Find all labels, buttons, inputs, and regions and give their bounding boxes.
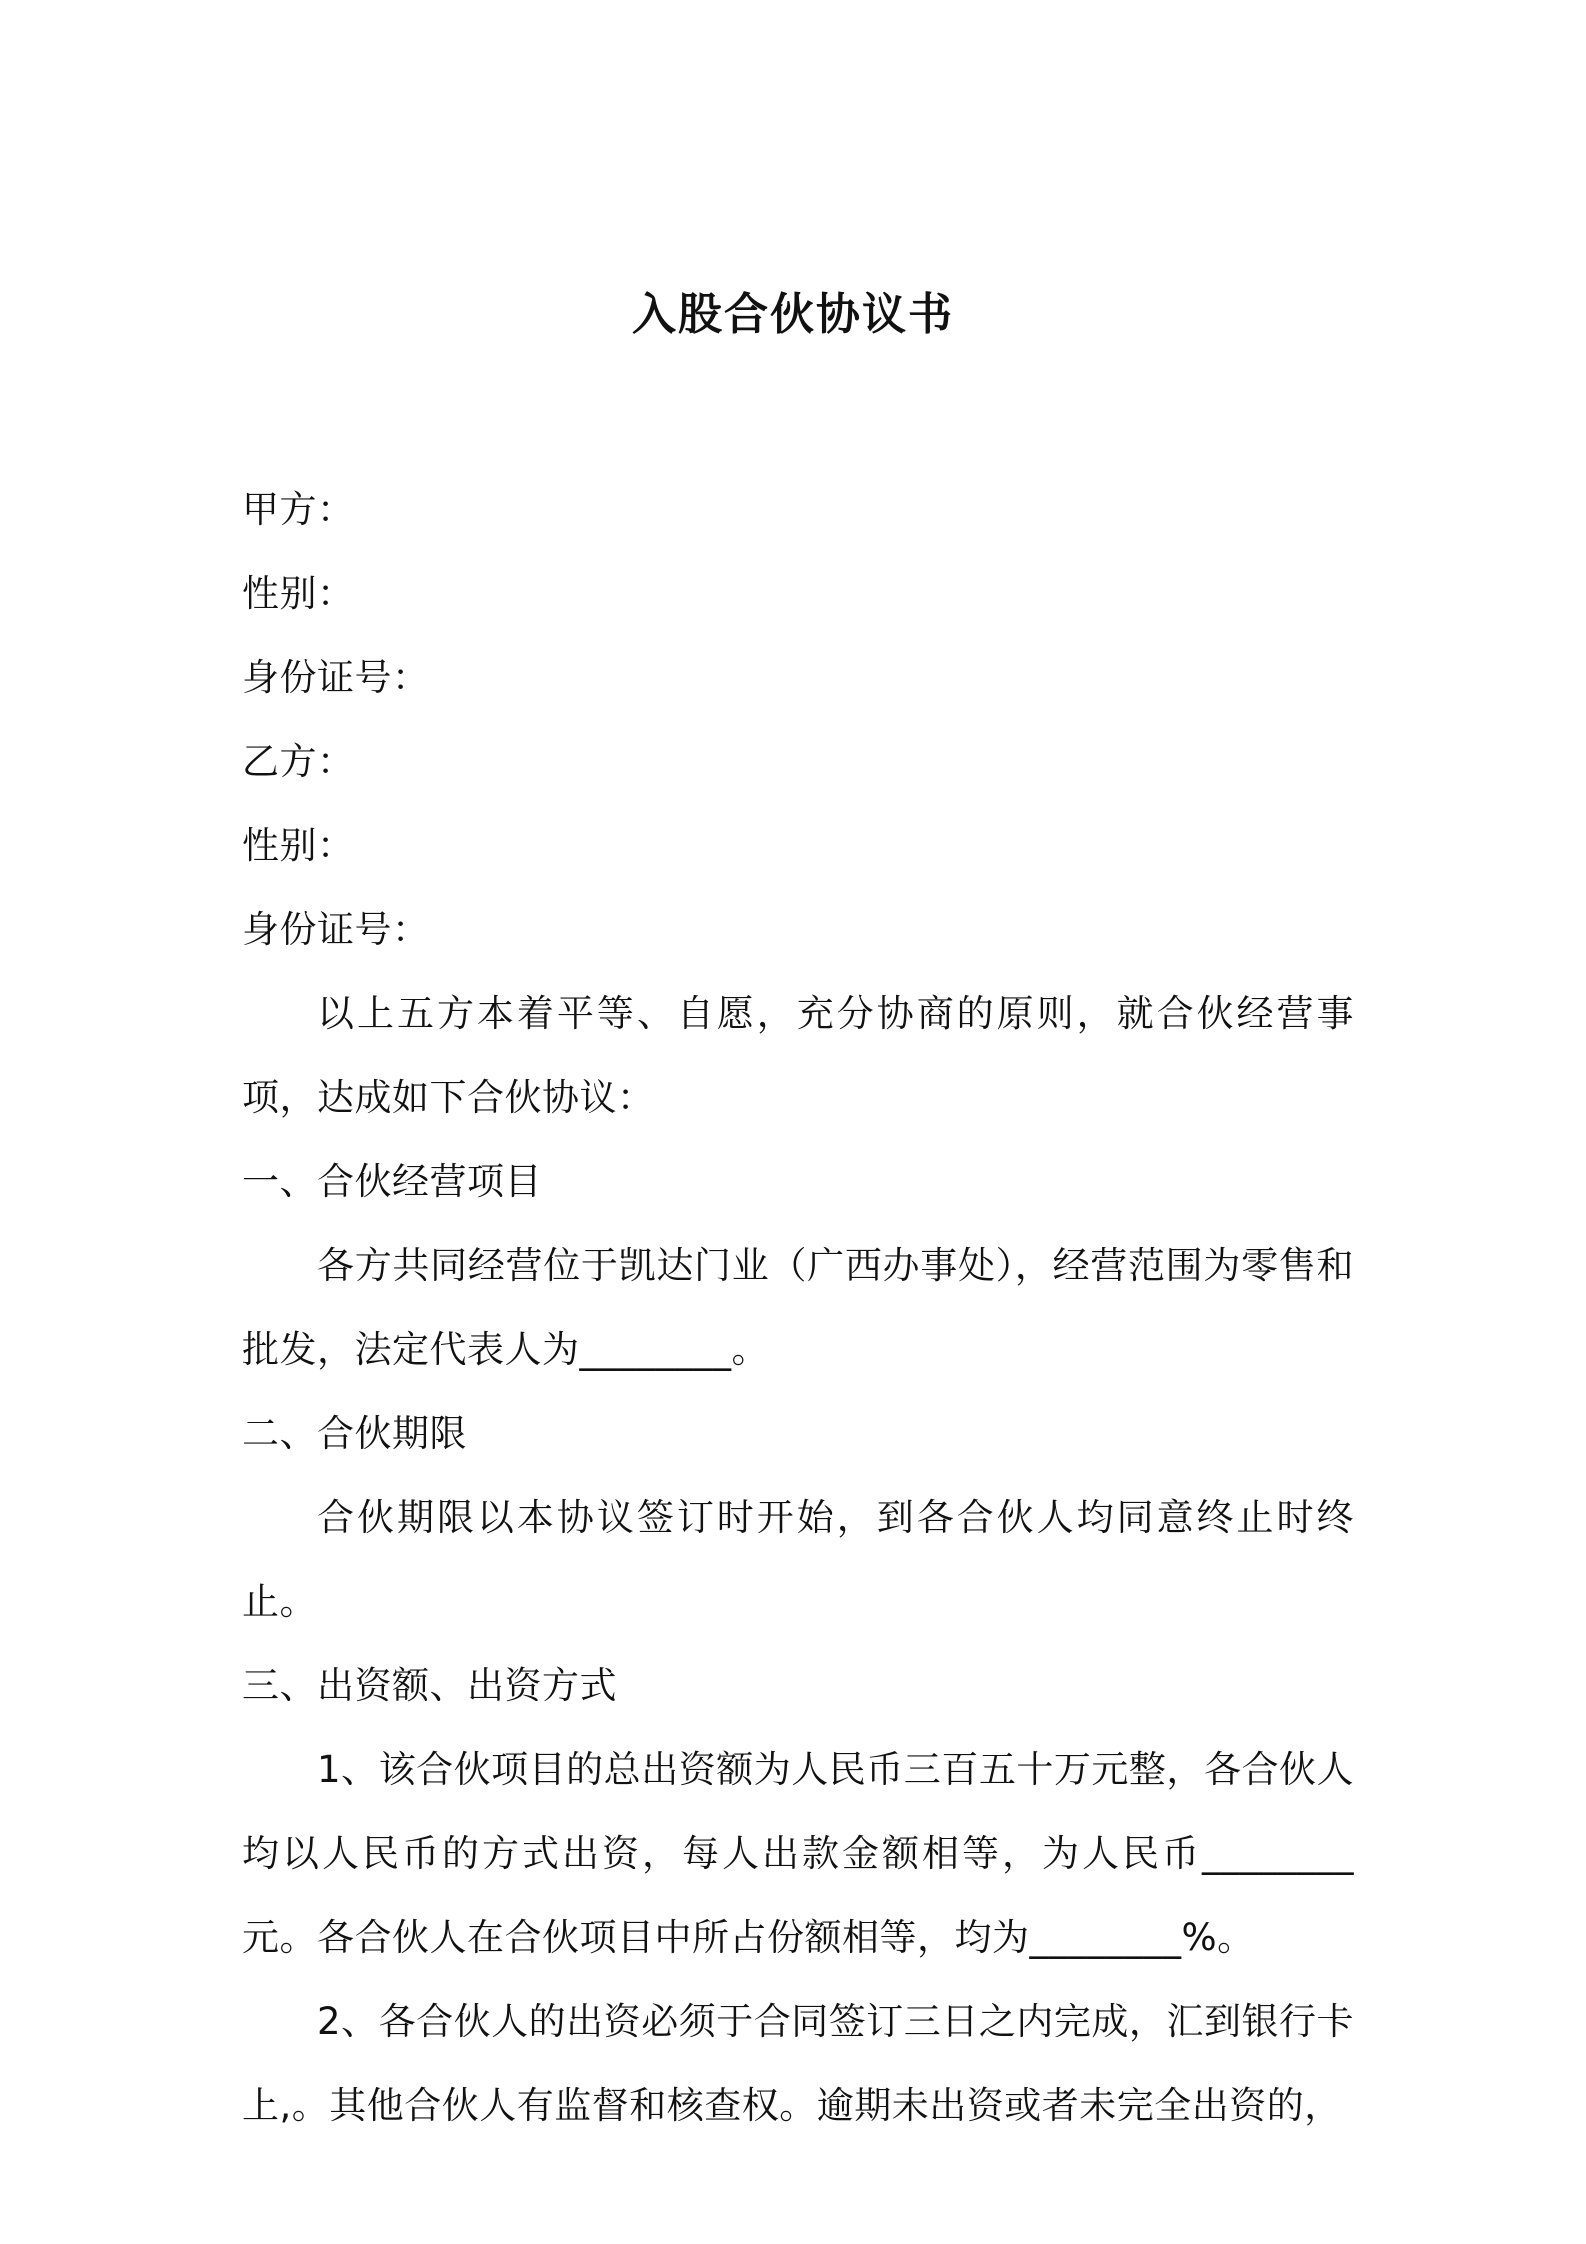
document-body — [242, 468, 1354, 2148]
intro-paragraph: 以上五方本着平等、自愿，充分协商的原则，就合伙经营事项，达成如下合伙协议： — [242, 992, 1354, 1119]
party-a-id-field: 身份证号： — [242, 656, 430, 699]
party-b-gender-field: 性别： — [242, 824, 355, 867]
party-a-field: 甲方： — [242, 488, 355, 531]
section-1-paragraph: 各方共同经营位于凯达门业（广西办事处），经营范围为零售和批发，法定代表人为________。 — [242, 1244, 1354, 1371]
party-b-id-field: 身份证号： — [242, 908, 430, 951]
section-2-heading: 二、合伙期限 — [242, 1412, 467, 1455]
section-2-paragraph: 合伙期限以本协议签订时开始，到各合伙人均同意终止时终止。 — [242, 1496, 1354, 1623]
party-b-field: 乙方： — [242, 740, 355, 783]
section-3-item-2: 2、各合伙人的出资必须于合同签订三日之内完成，汇到银行卡上,。其他合伙人有监督和核查权。逾期未出资或者未完全出资的， — [242, 2000, 1354, 2127]
section-3-item-1: 1、该合伙项目的总出资额为人民币三百五十万元整，各合伙人均以人民币的方式出资，每人出款金额相等，为人民币________元。各合伙人在合伙项目中所占份额相等，均为________%。 — [242, 1748, 1354, 1959]
section-1-heading: 一、合伙经营项目 — [242, 1160, 542, 1203]
document-title: 入股合伙协议书 — [632, 289, 954, 340]
section-3-heading: 三、出资额、出资方式 — [242, 1664, 617, 1707]
party-a-gender-field: 性别： — [242, 572, 355, 615]
